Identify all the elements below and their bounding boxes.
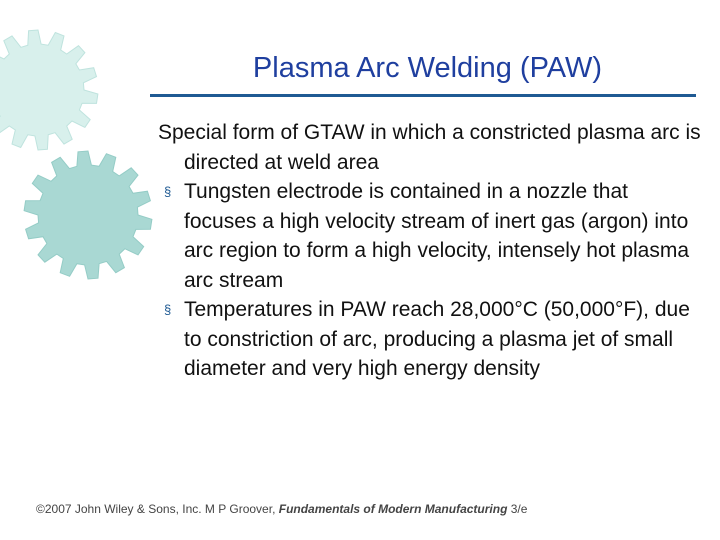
gear-shape — [0, 30, 98, 150]
bullet-marker-icon: § — [164, 184, 172, 199]
slide-title: Plasma Arc Welding (PAW) — [252, 52, 603, 84]
bullet-text-1: Tungsten electrode is contained in a nozzle that focuses a high velocity stream of inert gas (argon) into arc region to form a high velocity, intensely hot plasma arc stream — [184, 180, 690, 292]
bullet-item-2 — [158, 295, 703, 384]
footer-edition: 3/e — [507, 502, 528, 516]
slide-body — [158, 118, 703, 384]
gear-icon-lower — [24, 151, 152, 279]
footer-book-title: Fundamentals of Modern Manufacturing — [278, 502, 508, 516]
gears-decoration — [0, 0, 180, 360]
bullet-text-2: Temperatures in PAW reach 28,000°C (50,000°F), due to constriction of arc, producing a plasma jet of small diameter and very high energy density — [184, 298, 690, 380]
footer-citation — [36, 502, 527, 516]
footer-copyright: ©2007 John Wiley & Sons, Inc. M P Groover, — [36, 502, 279, 516]
intro-paragraph: Special form of GTAW in which a constricted plasma arc is directed at weld area — [158, 121, 701, 174]
bullet-item-1 — [158, 177, 703, 295]
bullet-marker-icon: § — [164, 302, 172, 317]
title-underline — [150, 94, 696, 97]
gear-shape — [24, 151, 152, 279]
gear-icon-upper — [0, 30, 98, 150]
